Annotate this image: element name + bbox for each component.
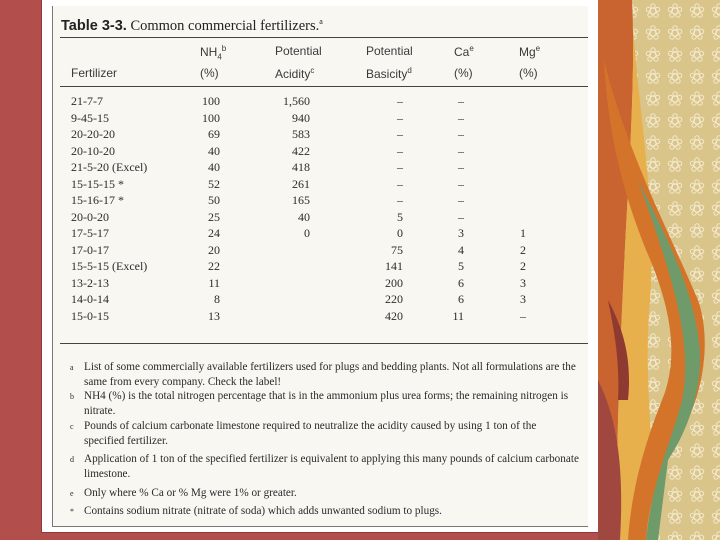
header-basicity-bottom: Basicity$^d$: [366, 66, 412, 81]
cell-ca: –: [458, 193, 464, 207]
footnote-text: List of some commercially available fertilizers used for plugs and bedding plants. Not all formulations are the same from every company. Check the label!: [84, 361, 576, 388]
cell-fertilizer: 17-5-17: [71, 226, 109, 240]
header-mg-unit: (%): [519, 66, 538, 80]
left-frame: [0, 0, 42, 540]
table-row: [53, 210, 588, 227]
cell-basicity: –: [397, 94, 403, 108]
cell-nh4: 20: [208, 242, 220, 257]
table-row: [53, 276, 588, 293]
cell-ca: –: [458, 160, 464, 174]
cell-nh4: 100: [202, 110, 220, 125]
cell-acidity: 422: [292, 143, 310, 158]
cell-acidity: 261: [292, 176, 310, 191]
cell-nh4: 52: [208, 176, 220, 191]
cell-ca: –: [458, 143, 464, 158]
cell-fertilizer: 20-0-20: [71, 209, 109, 224]
table-row: [53, 243, 588, 260]
footnote-mark: e: [70, 489, 74, 498]
cell-fertilizer: 13-2-13: [71, 275, 109, 290]
cell-basicity: –: [397, 127, 403, 141]
table-row: [53, 144, 588, 161]
cell-basicity: –: [397, 160, 403, 174]
cell-nh4: 50: [208, 193, 220, 207]
cell-ca: –: [458, 94, 464, 108]
cell-nh4: 24: [208, 226, 220, 240]
cell-ca: 6: [458, 292, 464, 306]
table-row: [53, 226, 588, 243]
table-row: [53, 177, 588, 194]
cell-acidity: 0: [304, 226, 310, 240]
slide-card: [42, 0, 598, 532]
footnote-text: NH4 (%) is the total nitrogen percentage that is in the ammonium plus urea forms; the remaining nitrogen is nitrate.: [84, 390, 569, 417]
header-nh4: $NH_4^b$: [200, 44, 227, 62]
header-ca-unit: (%): [454, 66, 473, 80]
cell-ca: –: [458, 209, 464, 224]
cell-nh4: 13: [208, 308, 220, 323]
cell-acidity: 165: [292, 193, 310, 207]
cell-fertilizer: 21-7-7: [71, 94, 103, 108]
table-label: Table 3-3.: [61, 17, 127, 34]
cell-basicity: 75: [391, 242, 403, 257]
table-row: [53, 127, 588, 144]
scanned-table: [52, 6, 588, 527]
cell-fertilizer: 21-5-20 (Excel): [71, 160, 148, 174]
cell-basicity: 141: [385, 259, 403, 273]
cell-mg: 2: [520, 242, 526, 257]
footnote-text: Contains sodium nitrate (nitrate of soda) which adds unwanted sodium to plugs.: [84, 505, 442, 517]
cell-acidity: 940: [292, 110, 310, 125]
header-basicity: Potential: [366, 44, 413, 58]
bottom-rule: [60, 343, 588, 344]
cell-acidity: 40: [298, 209, 310, 224]
cell-mg: –: [520, 308, 526, 323]
cell-ca: –: [458, 176, 464, 191]
table-title: [61, 17, 323, 35]
cell-fertilizer: 15-0-15: [71, 308, 109, 323]
cell-fertilizer: 15-5-15 (Excel): [71, 259, 148, 273]
cell-nh4: 40: [208, 143, 220, 158]
cell-basicity: 0: [397, 226, 403, 240]
cell-basicity: 420: [385, 308, 403, 323]
cell-ca: 6: [458, 275, 464, 290]
cell-nh4: 25: [208, 209, 220, 224]
cell-mg: 3: [520, 292, 526, 306]
footnote-mark: c: [70, 422, 74, 431]
cell-fertilizer: 14-0-14: [71, 292, 109, 306]
footnote-mark: a: [70, 363, 74, 372]
cell-ca: –: [458, 110, 464, 125]
cell-fertilizer: 20-10-20: [71, 143, 115, 158]
cell-basicity: –: [397, 143, 403, 158]
header-nh4-unit: (%): [200, 66, 219, 80]
table-row: [53, 292, 588, 309]
cell-fertilizer: 20-20-20: [71, 127, 115, 141]
cell-basicity: –: [397, 110, 403, 125]
cell-ca: 3: [458, 226, 464, 240]
cell-ca: –: [458, 127, 464, 141]
cell-ca: 5: [458, 259, 464, 273]
cell-acidity: 1,560: [283, 94, 310, 108]
footnote-mark: *: [70, 507, 74, 516]
cell-fertilizer: 17-0-17: [71, 242, 109, 257]
footnote-text: Application of 1 ton of the specified fertilizer is equivalent to applying this many pounds of calcium carbonate limestone.: [84, 453, 579, 480]
cell-nh4: 8: [214, 292, 220, 306]
cell-nh4: 40: [208, 160, 220, 174]
header-fertilizer: Fertilizer: [71, 66, 118, 80]
footnote-text: Only where % Ca or % Mg were 1% or greater.: [84, 487, 297, 499]
cell-nh4: 100: [202, 94, 220, 108]
cell-basicity: –: [397, 176, 403, 191]
header-ca: Ca$^e$: [454, 44, 474, 59]
table-body: [53, 94, 588, 325]
cell-nh4: 69: [208, 127, 220, 141]
cell-mg: 1: [520, 226, 526, 240]
cell-fertilizer: 15-15-15 *: [71, 176, 124, 191]
cell-basicity: 220: [385, 292, 403, 306]
cell-ca: 11: [452, 308, 464, 323]
cell-basicity: 5: [397, 209, 403, 224]
top-rule: [60, 37, 588, 38]
cell-mg: 2: [520, 259, 526, 273]
table-row: [53, 160, 588, 177]
cell-fertilizer: 9-45-15: [71, 110, 109, 125]
table-row: [53, 259, 588, 276]
cell-acidity: 583: [292, 127, 310, 141]
cell-ca: 4: [458, 242, 464, 257]
cell-basicity: –: [397, 193, 403, 207]
decorative-panel: [598, 0, 720, 540]
table-row: [53, 94, 588, 111]
cell-acidity: 418: [292, 160, 310, 174]
header-acidity: Potential: [275, 44, 322, 58]
footnote-mark: d: [70, 455, 74, 464]
decorative-ribbon-art: [598, 0, 720, 540]
header-mg: Mg$^e$: [519, 44, 541, 59]
footnote-text: Pounds of calcium carbonate limestone required to neutralize the acidity caused by using 1 ton of the specified fertilizer.: [84, 420, 537, 447]
cell-nh4: 22: [208, 259, 220, 273]
cell-mg: 3: [520, 275, 526, 290]
header-acidity-bottom: Acidity$^c$: [275, 66, 315, 81]
cell-nh4: 11: [208, 275, 220, 290]
cell-fertilizer: 15-16-17 *: [71, 193, 124, 207]
table-row: [53, 193, 588, 210]
header-rule: [60, 86, 588, 87]
caption-note: a: [319, 17, 323, 26]
table-row: [53, 111, 588, 128]
cell-basicity: 200: [385, 275, 403, 290]
footnote-mark: b: [70, 392, 74, 401]
table-row: [53, 309, 588, 326]
table-caption: Common commercial fertilizers.: [130, 17, 320, 34]
